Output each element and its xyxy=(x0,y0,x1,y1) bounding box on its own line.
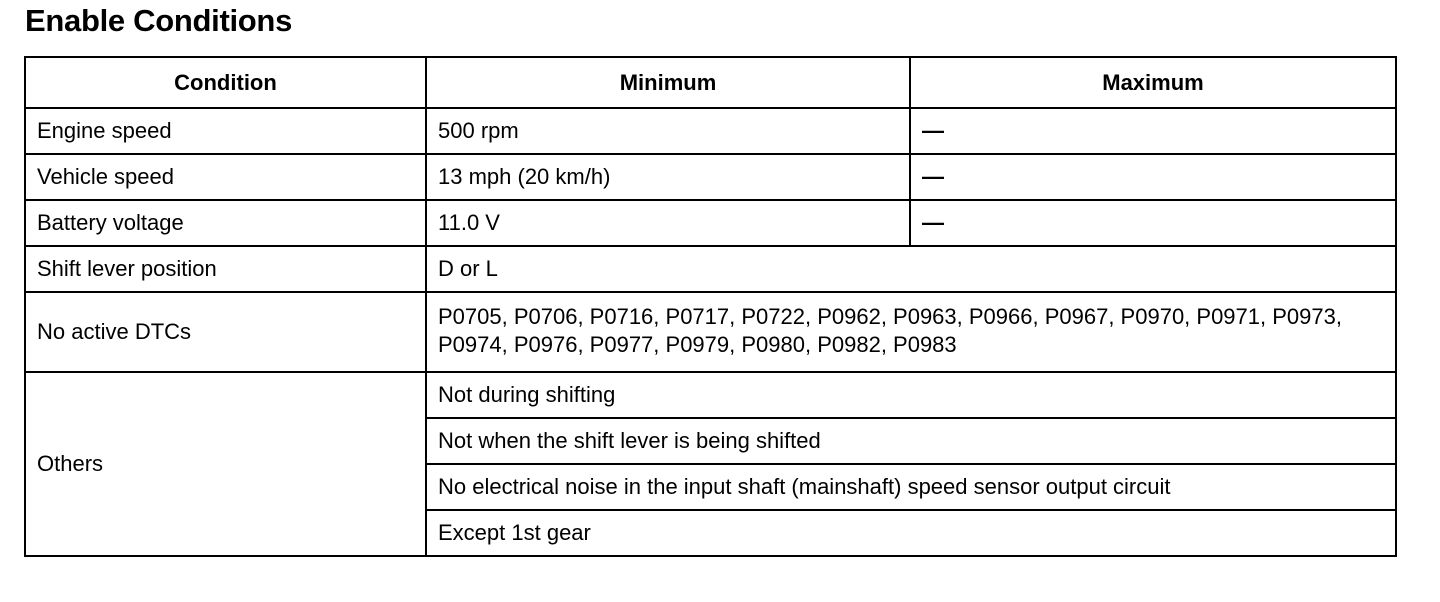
minimum-cell: 11.0 V xyxy=(426,200,910,246)
condition-cell: No active DTCs xyxy=(25,292,426,372)
minimum-cell: 13 mph (20 km/h) xyxy=(426,154,910,200)
table-row xyxy=(25,246,1396,292)
table-row xyxy=(25,372,1396,418)
page-title: Enable Conditions xyxy=(25,3,293,38)
maximum-cell: — xyxy=(910,200,1396,246)
condition-cell: Engine speed xyxy=(25,108,426,154)
header-condition: Condition xyxy=(25,57,426,108)
dtc-list-cell: P0705, P0706, P0716, P0717, P0722, P0962, P0963, P0966, P0967, P0970, P0971, P0973, P0974, P0976, P0977, P0979, P0980, P0982, P0983 xyxy=(426,292,1396,372)
table-row xyxy=(25,154,1396,200)
condition-cell: Battery voltage xyxy=(25,200,426,246)
table-row xyxy=(25,292,1396,372)
header-maximum: Maximum xyxy=(910,57,1396,108)
enable-conditions-table xyxy=(24,56,1397,557)
table-row xyxy=(25,200,1396,246)
condition-cell: Shift lever position xyxy=(25,246,426,292)
value-cell: Not during shifting xyxy=(426,372,1396,418)
maximum-cell: — xyxy=(910,108,1396,154)
table-header-row xyxy=(25,57,1396,108)
header-minimum: Minimum xyxy=(426,57,910,108)
condition-cell: Vehicle speed xyxy=(25,154,426,200)
table-row xyxy=(25,108,1396,154)
value-cell: Except 1st gear xyxy=(426,510,1396,556)
value-cell: Not when the shift lever is being shifted xyxy=(426,418,1396,464)
value-cell: No electrical noise in the input shaft (mainshaft) speed sensor output circuit xyxy=(426,464,1396,510)
condition-cell: Others xyxy=(25,372,426,556)
maximum-cell: — xyxy=(910,154,1396,200)
value-cell: D or L xyxy=(426,246,1396,292)
minimum-cell: 500 rpm xyxy=(426,108,910,154)
